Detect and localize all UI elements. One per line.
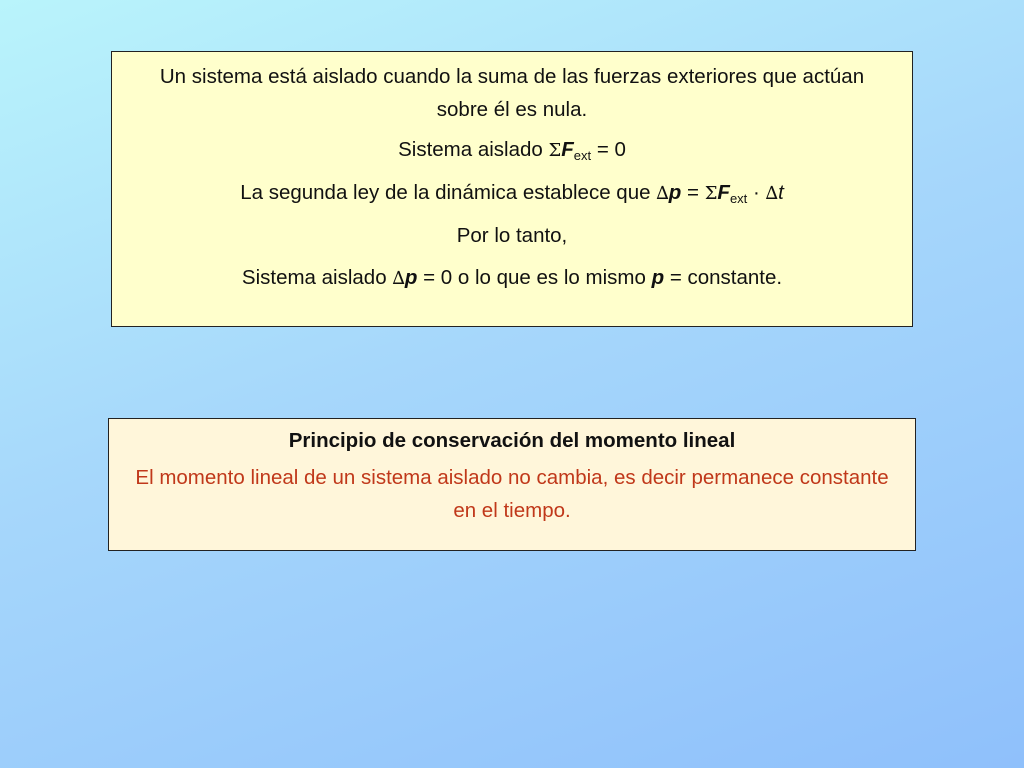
condition-equals: = 0 [591,138,626,161]
conservation-principle-box [108,418,916,551]
isolated-system-condition [132,138,892,163]
second-law-statement [132,181,892,206]
condition-text: Sistema aislado [398,138,549,161]
force-subscript: ext [729,191,748,206]
isolated-system-box [111,51,913,327]
conclusion-middle: = 0 o lo que es lo mismo [417,266,652,289]
momentum-symbol: p [668,181,682,204]
isolated-system-definition: Un sistema está aislado cuando la suma de las fuerzas exteriores que actúan sobre él es nula. [159,65,865,121]
momentum-symbol: p [404,266,418,289]
delta-symbol: ∆ [765,183,779,204]
principle-title: Principio de conservación del momento lineal [288,429,736,452]
force-symbol: F [561,138,574,161]
conclusion-end: = constante. [664,266,783,289]
equals-sign: = [681,181,705,204]
time-symbol: t [778,181,784,204]
therefore-text: Por lo tanto, [456,224,568,247]
momentum-symbol: p [651,266,665,289]
force-symbol: F [717,181,730,204]
conclusion-statement [132,266,892,291]
delta-symbol: ∆ [392,268,405,289]
conclusion-text: Sistema aislado [241,266,393,289]
principle-statement: El momento lineal de un sistema aislado no cambia, es decir permanece constante en el tiempo. [135,466,889,522]
second-law-text: La segunda ley de la dinámica establece que [240,181,657,204]
dot-operator: · [747,181,766,204]
sum-symbol: Σ [704,183,718,204]
sum-symbol: Σ [548,140,562,161]
force-subscript: ext [573,148,592,163]
delta-symbol: ∆ [656,183,669,204]
